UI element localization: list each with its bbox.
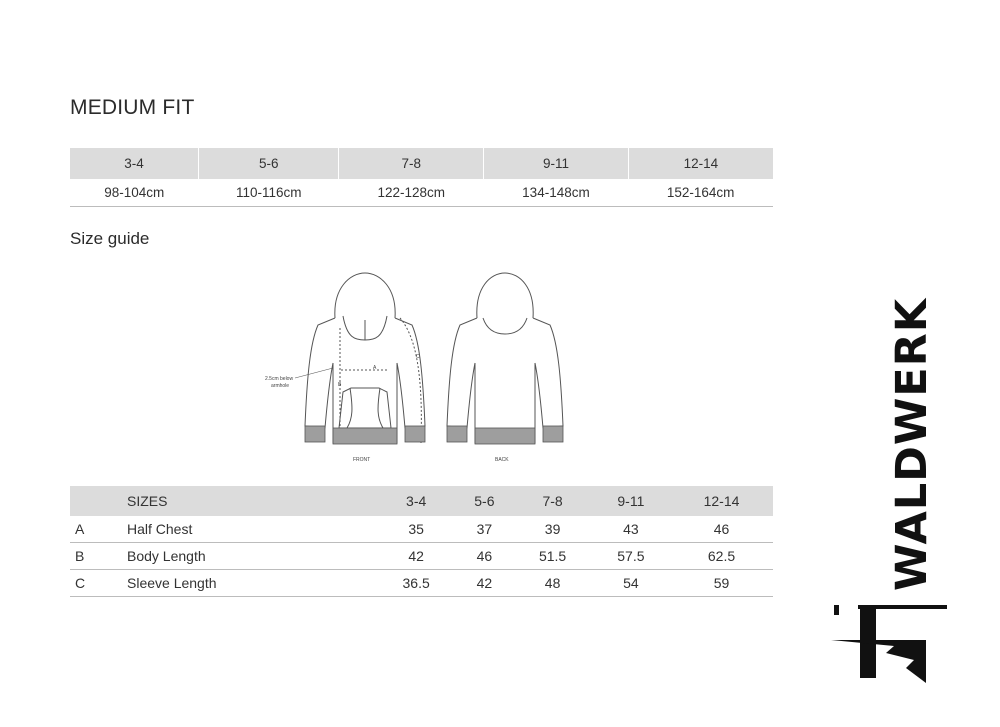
measure-c-label: C [416, 354, 420, 360]
armhole-note-2: armhole [271, 383, 290, 389]
measure-b-label: B [338, 382, 342, 388]
measure-cell: 39 [513, 516, 591, 543]
height-cell: 152-164cm [628, 179, 773, 207]
size-header: 9-11 [592, 486, 670, 516]
measure-cell: 46 [455, 543, 513, 570]
age-header: 7-8 [339, 148, 484, 179]
height-cell: 98-104cm [70, 179, 199, 207]
row-key: A [70, 516, 127, 543]
row-label: Body Length [127, 543, 377, 570]
row-key: B [70, 543, 127, 570]
age-header: 12-14 [628, 148, 773, 179]
measure-cell: 59 [670, 570, 773, 597]
armhole-note-1: 2.5cm below [265, 376, 294, 382]
age-header-row [70, 148, 773, 179]
header-key-cell [70, 486, 127, 516]
hoodie-back-drawing [447, 273, 563, 443]
height-cell: 134-148cm [484, 179, 629, 207]
measure-cell: 62.5 [670, 543, 773, 570]
brand-wordmark: WALDWERK [887, 297, 937, 591]
table-row [70, 570, 773, 597]
height-row [70, 179, 773, 207]
measure-cell: 48 [513, 570, 591, 597]
table-row [70, 543, 773, 570]
size-header: 7-8 [513, 486, 591, 516]
size-header: 3-4 [377, 486, 455, 516]
measure-cell: 46 [670, 516, 773, 543]
measure-a-label: A [373, 365, 377, 371]
measure-cell: 43 [592, 516, 670, 543]
age-header: 5-6 [199, 148, 339, 179]
measure-cell: 42 [377, 543, 455, 570]
age-header: 9-11 [484, 148, 629, 179]
measure-cell: 54 [592, 570, 670, 597]
row-label: Half Chest [127, 516, 377, 543]
measure-cell: 36.5 [377, 570, 455, 597]
size-header-row [70, 486, 773, 516]
measure-cell: 35 [377, 516, 455, 543]
age-height-table [70, 148, 773, 207]
row-label: Sleeve Length [127, 570, 377, 597]
page-title: MEDIUM FIT [70, 96, 195, 119]
size-measurement-table [70, 486, 773, 597]
front-label: FRONT [353, 457, 371, 463]
hoodie-back-rib [447, 426, 563, 444]
height-cell: 110-116cm [199, 179, 339, 207]
measure-cell: 57.5 [592, 543, 670, 570]
height-cell: 122-128cm [339, 179, 484, 207]
measure-cell: 42 [455, 570, 513, 597]
size-header: 5-6 [455, 486, 513, 516]
size-header: 12-14 [670, 486, 773, 516]
table-row [70, 516, 773, 543]
back-label: BACK [495, 457, 509, 463]
measure-cell: 37 [455, 516, 513, 543]
hoodie-diagram [255, 268, 585, 468]
row-key: C [70, 570, 127, 597]
hoodie-front-rib [305, 426, 425, 444]
age-header: 3-4 [70, 148, 199, 179]
measure-cell: 51.5 [513, 543, 591, 570]
section-subtitle: Size guide [70, 229, 150, 248]
hoodie-front-drawing [295, 273, 425, 443]
sizes-header: SIZES [127, 486, 377, 516]
